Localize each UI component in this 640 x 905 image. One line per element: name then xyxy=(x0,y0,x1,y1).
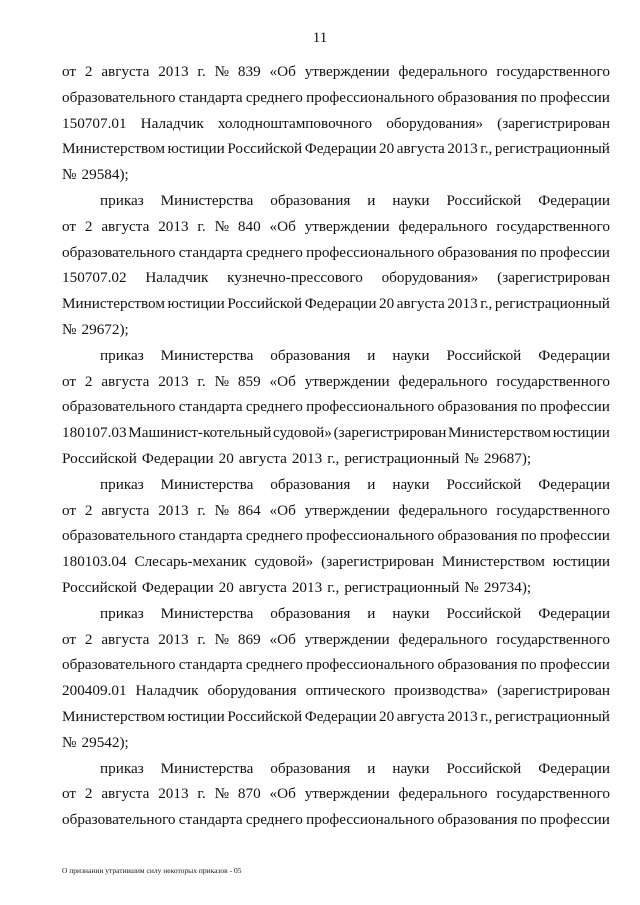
word: федерального xyxy=(398,372,488,390)
word: образования xyxy=(437,88,518,106)
word: Российской xyxy=(227,707,303,725)
word: образовательного xyxy=(62,243,176,261)
word: 20 xyxy=(379,140,395,158)
word: Министерством xyxy=(62,295,165,313)
word: профессии xyxy=(539,398,610,416)
text-line xyxy=(62,291,610,317)
text-line xyxy=(62,214,610,240)
word: августа xyxy=(101,63,150,80)
word: Наладчик xyxy=(145,269,209,287)
document-body xyxy=(62,59,610,833)
word: образования xyxy=(437,656,518,674)
word: Министерством xyxy=(62,140,165,158)
word: 2013 xyxy=(291,449,323,467)
word: от xyxy=(62,501,77,519)
word: 180107.03 xyxy=(62,424,127,442)
word: Министерством xyxy=(448,424,552,442)
word: науки xyxy=(392,346,430,364)
word: приказ xyxy=(100,604,144,622)
word: федерального xyxy=(398,501,488,519)
word: от xyxy=(62,372,77,390)
word: августа xyxy=(101,501,150,519)
word: 29672); xyxy=(81,320,129,338)
text-line xyxy=(62,575,610,601)
word: Слесарь-механик xyxy=(134,553,247,571)
word: образования xyxy=(437,243,518,261)
word: Министерства xyxy=(160,191,254,209)
word: г. xyxy=(197,785,206,803)
text-line xyxy=(62,420,610,446)
word: г. xyxy=(197,217,206,235)
word: Федерации xyxy=(538,475,610,493)
word: утверждении xyxy=(304,217,390,235)
word: Федерации xyxy=(141,578,214,596)
word: 180103.04 xyxy=(62,553,127,571)
word: по xyxy=(520,398,537,416)
word: 2 xyxy=(84,785,93,803)
word: «Об xyxy=(269,372,296,390)
word: 2013 xyxy=(158,63,189,80)
word: августа xyxy=(238,449,287,467)
text-line xyxy=(62,188,610,214)
word: федерального xyxy=(398,217,488,235)
word: образования xyxy=(270,191,351,209)
text-line xyxy=(62,111,610,137)
text-line xyxy=(62,59,610,85)
word: «Об xyxy=(269,63,296,80)
word: среднего xyxy=(245,243,303,261)
text-line xyxy=(62,498,610,524)
word: утверждении xyxy=(304,501,390,519)
word: 20 xyxy=(379,707,395,725)
word: Федерации xyxy=(304,295,377,313)
word: и xyxy=(367,604,376,622)
word: образования xyxy=(270,346,351,364)
word: «Об xyxy=(269,217,296,235)
word: науки xyxy=(392,759,430,777)
word: регистрационный xyxy=(344,578,460,596)
word: августа xyxy=(101,630,150,648)
text-line xyxy=(62,136,610,162)
word: Наладчик xyxy=(140,114,204,132)
word: 29687); xyxy=(483,449,532,467)
word: 2 xyxy=(84,630,93,648)
text-line xyxy=(62,627,610,653)
word: № xyxy=(62,166,77,184)
word: профессии xyxy=(539,243,610,261)
word: науки xyxy=(392,604,430,622)
word: образования xyxy=(270,604,351,622)
word: 2 xyxy=(84,501,93,519)
word: Федерации xyxy=(141,449,214,467)
word: 869 xyxy=(237,630,261,648)
word: стандарта xyxy=(178,243,243,261)
word: 2013 xyxy=(291,578,323,596)
word: образовательного xyxy=(62,398,176,416)
word: образования xyxy=(437,398,518,416)
word: № xyxy=(214,217,230,235)
word: «Об xyxy=(269,501,296,519)
word: по xyxy=(520,88,537,106)
text-line xyxy=(62,369,610,395)
word: Российской xyxy=(446,604,522,622)
word: Наладчик xyxy=(135,682,199,700)
word: Федерации xyxy=(304,707,377,725)
word: утверждении xyxy=(304,785,390,803)
word: Российской xyxy=(62,578,137,596)
word: № xyxy=(214,501,230,519)
word: 20 xyxy=(379,295,395,313)
word: Российской xyxy=(227,295,303,313)
text-line xyxy=(62,523,610,549)
word: г., xyxy=(327,578,340,596)
word: среднего xyxy=(245,811,303,829)
word: Российской xyxy=(446,475,522,493)
text-line xyxy=(62,446,610,472)
word: от xyxy=(62,217,77,235)
word: Министерством xyxy=(441,553,545,571)
text-line xyxy=(62,730,610,756)
word: «Об xyxy=(269,630,296,648)
word: профессионального xyxy=(306,527,435,545)
word: и xyxy=(367,475,376,493)
word: г., xyxy=(327,449,340,467)
word: стандарта xyxy=(178,398,243,416)
word: образовательного xyxy=(62,88,176,106)
word: по xyxy=(520,527,537,545)
word: государственного xyxy=(496,630,610,648)
word: (зарегистрирован xyxy=(321,553,434,571)
word: по xyxy=(520,656,537,674)
text-line xyxy=(62,85,610,111)
word: 870 xyxy=(237,785,261,803)
word: государственного xyxy=(496,217,610,235)
word: Федерации xyxy=(538,604,610,622)
word: стандарта xyxy=(178,527,243,545)
word: августа xyxy=(238,578,287,596)
word: г. xyxy=(197,501,206,519)
word: юстиции xyxy=(552,424,610,442)
word: Федерации xyxy=(538,346,610,364)
word: 2 xyxy=(84,372,93,390)
word: Российской xyxy=(446,759,522,777)
word: августа xyxy=(101,217,150,235)
word: от xyxy=(62,63,77,80)
text-line xyxy=(62,240,610,266)
word: Федерации xyxy=(304,140,377,158)
word: профессионального xyxy=(306,88,435,106)
word: утверждении xyxy=(304,630,390,648)
text-line xyxy=(62,807,610,833)
word: среднего xyxy=(245,656,303,674)
word: № xyxy=(214,630,230,648)
word: кузнечно-прессового xyxy=(227,269,363,287)
word: регистрационный xyxy=(494,140,610,158)
word: науки xyxy=(392,475,430,493)
word: юстиции xyxy=(552,553,610,571)
word: 2013 xyxy=(158,501,189,519)
word: оборудования» xyxy=(386,114,484,132)
word: г. xyxy=(197,372,206,390)
word: 2013 xyxy=(447,295,478,313)
word: оптического xyxy=(305,682,386,700)
text-line xyxy=(62,265,610,291)
word: оборудования» xyxy=(381,269,479,287)
word: приказ xyxy=(100,759,144,777)
word: 2013 xyxy=(158,785,189,803)
word: августа xyxy=(396,707,445,725)
word: стандарта xyxy=(178,88,243,106)
word: 839 xyxy=(237,63,261,80)
text-line xyxy=(62,317,610,343)
word: августа xyxy=(101,785,150,803)
word: августа xyxy=(101,372,150,390)
word: государственного xyxy=(496,501,610,519)
word: и xyxy=(367,346,376,364)
word: регистрационный xyxy=(344,449,460,467)
word: науки xyxy=(392,191,430,209)
word: 2013 xyxy=(158,372,189,390)
word: 20 xyxy=(218,578,234,596)
word: образования xyxy=(437,527,518,545)
text-line xyxy=(62,162,610,188)
word: 2013 xyxy=(158,630,189,648)
word: 2013 xyxy=(158,217,189,235)
word: 200409.01 xyxy=(62,682,127,700)
word: 150707.01 xyxy=(62,114,127,132)
word: Российской xyxy=(62,449,137,467)
word: Федерации xyxy=(538,759,610,777)
word: «Об xyxy=(269,785,296,803)
word: № xyxy=(214,372,230,390)
word: 29542); xyxy=(81,733,129,751)
text-line xyxy=(62,652,610,678)
word: от xyxy=(62,785,77,803)
text-line xyxy=(62,678,610,704)
page-number: 11 xyxy=(312,30,328,46)
word: государственного xyxy=(496,785,610,803)
word: юстиции xyxy=(167,140,225,158)
word: по xyxy=(520,811,537,829)
word: профессии xyxy=(539,527,610,545)
word: профессионального xyxy=(306,811,435,829)
word: регистрационный xyxy=(494,707,610,725)
word: № xyxy=(214,63,230,80)
word: федерального xyxy=(398,630,488,648)
word: № xyxy=(464,449,479,467)
word: 840 xyxy=(237,217,261,235)
word: 2 xyxy=(84,217,93,235)
word: и xyxy=(367,191,376,209)
word: № xyxy=(62,733,77,751)
word: профессионального xyxy=(306,243,435,261)
text-line xyxy=(62,549,610,575)
word: юстиции xyxy=(167,707,225,725)
word: 859 xyxy=(237,372,261,390)
word: судовой» xyxy=(273,424,332,442)
word: Министерства xyxy=(160,759,254,777)
word: судовой» xyxy=(254,553,314,571)
word: образования xyxy=(270,759,351,777)
word: г., xyxy=(480,295,493,313)
word: 20 xyxy=(218,449,234,467)
word: Машинист-котельный xyxy=(128,424,272,442)
word: августа xyxy=(396,295,445,313)
word: Российской xyxy=(227,140,303,158)
word: г. xyxy=(197,63,206,80)
word: профессии xyxy=(539,656,610,674)
word: оборудования xyxy=(207,682,297,700)
word: Министерства xyxy=(160,475,254,493)
word: от xyxy=(62,630,77,648)
word: 29734); xyxy=(483,578,532,596)
word: Министерства xyxy=(160,604,254,622)
word: 2013 xyxy=(447,140,478,158)
word: государственного xyxy=(496,63,610,80)
word: г. xyxy=(197,630,206,648)
word: 864 xyxy=(237,501,261,519)
word: (зарегистрирован xyxy=(333,424,447,442)
word: Российской xyxy=(446,346,522,364)
word: профессионального xyxy=(306,656,435,674)
word: г., xyxy=(480,707,493,725)
word: Министерством xyxy=(62,707,165,725)
word: образовательного xyxy=(62,527,176,545)
word: № xyxy=(214,785,230,803)
word: государственного xyxy=(496,372,610,390)
word: образовательного xyxy=(62,656,176,674)
word: холодноштамповочного xyxy=(217,114,373,132)
word: по xyxy=(520,243,537,261)
word: среднего xyxy=(245,527,303,545)
word: Федерации xyxy=(538,191,610,209)
word: Российской xyxy=(446,191,522,209)
word: утверждении xyxy=(304,372,390,390)
word: (зарегистрирован xyxy=(497,269,610,287)
word: 150707.02 xyxy=(62,269,127,287)
word: Министерства xyxy=(160,346,254,364)
word: профессионального xyxy=(306,398,435,416)
word: среднего xyxy=(245,398,303,416)
text-line xyxy=(62,781,610,807)
word: среднего xyxy=(245,88,303,106)
word: юстиции xyxy=(167,295,225,313)
word: профессии xyxy=(539,811,610,829)
word: № xyxy=(464,578,479,596)
word: приказ xyxy=(100,191,144,209)
word: утверждении xyxy=(304,63,390,80)
word: № xyxy=(62,320,77,338)
text-line xyxy=(62,394,610,420)
word: г., xyxy=(480,140,493,158)
text-line xyxy=(62,601,610,627)
word: 2 xyxy=(84,63,93,80)
footer-file-label: О признании утратившим силу некоторых приказов - 05 xyxy=(62,866,242,875)
word: и xyxy=(367,759,376,777)
word: регистрационный xyxy=(494,295,610,313)
word: 29584); xyxy=(81,166,129,184)
word: образовательного xyxy=(62,811,176,829)
text-line xyxy=(62,756,610,782)
word: профессии xyxy=(539,88,610,106)
word: 2013 xyxy=(447,707,478,725)
text-line xyxy=(62,472,610,498)
word: приказ xyxy=(100,346,144,364)
word: федерального xyxy=(398,63,488,80)
word: федерального xyxy=(398,785,488,803)
text-line xyxy=(62,704,610,730)
word: приказ xyxy=(100,475,144,493)
text-line xyxy=(62,343,610,369)
word: образования xyxy=(270,475,351,493)
word: августа xyxy=(396,140,445,158)
word: производства» xyxy=(394,682,489,700)
word: образования xyxy=(437,811,518,829)
word: стандарта xyxy=(178,656,243,674)
word: стандарта xyxy=(178,811,243,829)
word: (зарегистрирован xyxy=(497,114,610,132)
word: (зарегистрирован xyxy=(497,682,610,700)
